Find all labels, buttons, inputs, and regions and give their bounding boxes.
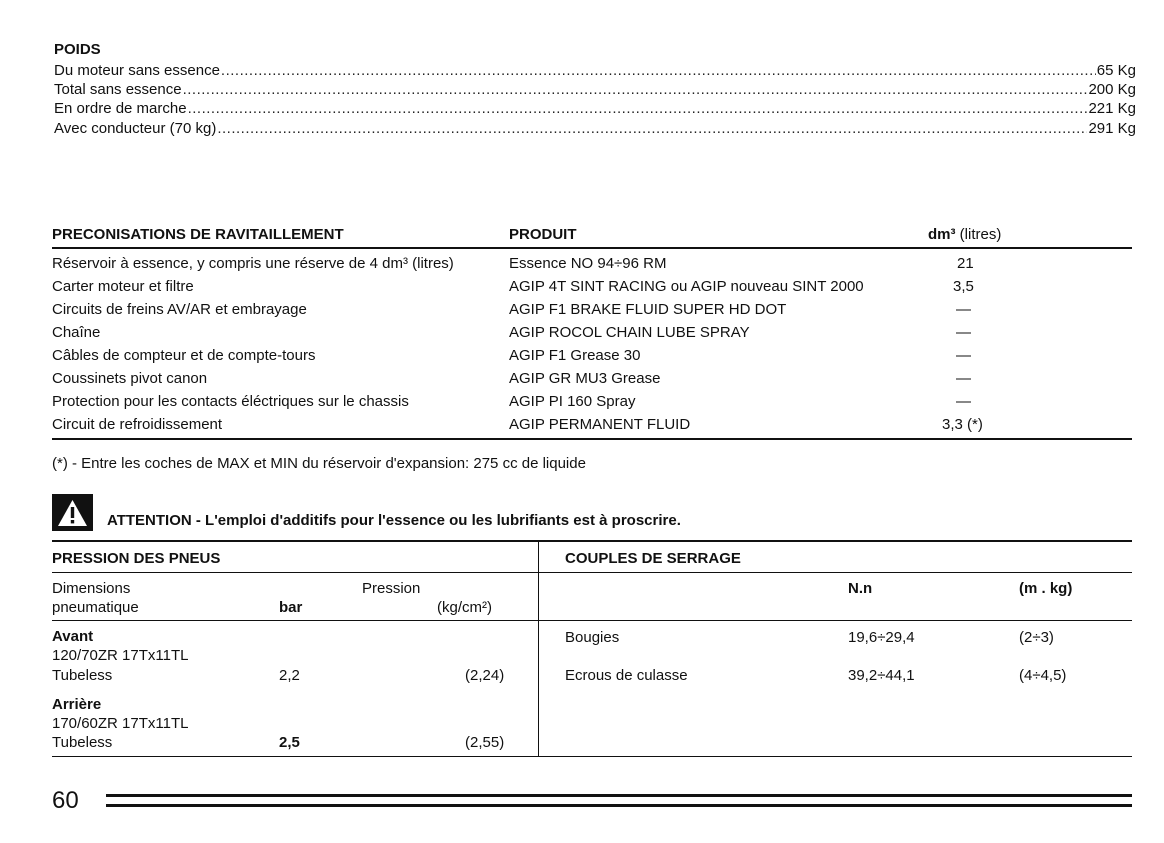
couples-item: Ecrous de culasse — [565, 667, 688, 684]
rav-product: AGIP 4T SINT RACING ou AGIP nouveau SINT 2000 — [509, 278, 864, 295]
couples-item: Bougies — [565, 629, 620, 646]
rav-qty: — — [956, 301, 971, 318]
poids-value: 291 Kg — [1088, 120, 1136, 137]
avant-kgcm: (2,24) — [465, 667, 505, 684]
poids-value: 221 Kg — [1088, 100, 1136, 117]
couples-mkg: (4÷4,5) — [1019, 667, 1067, 684]
rav-item: Coussinets pivot canon — [52, 370, 208, 387]
pneus-header-bar: bar — [279, 599, 303, 616]
rav-item: Réservoir à essence, y compris une réserve de 4 dm³ (litres) — [52, 255, 454, 272]
footer-rule — [106, 804, 1132, 807]
rav-qty: 3,3 (*) — [942, 416, 983, 433]
table-row — [0, 278, 1164, 301]
rav-item: Câbles de compteur et de compte-tours — [52, 347, 316, 364]
rav-product: AGIP F1 Grease 30 — [509, 347, 641, 364]
poids-label: Du moteur sans essence — [54, 62, 220, 79]
column-divider — [538, 541, 539, 756]
divider — [52, 572, 1132, 573]
couples-header-nm: N.n — [848, 580, 873, 597]
dot-leader — [183, 81, 1088, 98]
table-row — [0, 370, 1164, 393]
poids-title: POIDS — [54, 41, 101, 58]
rav-product: AGIP ROCOL CHAIN LUBE SPRAY — [509, 324, 750, 341]
rav-item: Carter moteur et filtre — [52, 278, 194, 295]
divider — [52, 756, 1132, 757]
footnote: (*) - Entre les coches de MAX et MIN du réservoir d'expansion: 275 cc de liquide — [52, 455, 586, 472]
arriere-type: Tubeless — [52, 734, 113, 751]
page-number: 60 — [52, 787, 79, 814]
warning-icon — [52, 494, 93, 531]
avant-label: Avant — [52, 628, 94, 645]
avant-type: Tubeless — [52, 667, 113, 684]
arriere-label: Arrière — [52, 696, 102, 713]
divider — [52, 247, 1132, 249]
arriere-size: 170/60ZR 17Tx11TL — [52, 715, 189, 732]
couples-mkg: (2÷3) — [1019, 629, 1054, 646]
poids-row — [54, 120, 1136, 139]
rav-qty: — — [956, 324, 971, 341]
divider — [52, 438, 1132, 440]
couples-nm: 19,6÷29,4 — [848, 629, 915, 646]
poids-value: 200 Kg — [1088, 81, 1136, 98]
rav-header-qty-rest: (litres) — [955, 226, 1002, 243]
rav-product: AGIP F1 BRAKE FLUID SUPER HD DOT — [509, 301, 787, 318]
arriere-kgcm: (2,55) — [465, 734, 505, 751]
rav-header-item: PRECONISATIONS DE RAVITAILLEMENT — [52, 226, 344, 243]
poids-value: 65 Kg — [1096, 62, 1136, 79]
warning-triangle-icon — [52, 494, 93, 531]
pneus-title: PRESSION DES PNEUS — [52, 550, 221, 567]
poids-label: Avec conducteur (70 kg) — [54, 120, 217, 137]
table-row — [0, 416, 1164, 439]
table-row — [0, 347, 1164, 370]
table-row — [0, 324, 1164, 347]
table-row — [0, 255, 1164, 278]
dot-leader — [217, 120, 1087, 137]
divider — [52, 540, 1132, 542]
rav-header-qty — [928, 226, 1001, 243]
rav-product: AGIP GR MU3 Grease — [509, 370, 661, 387]
rav-qty: — — [956, 347, 971, 364]
pneus-header-kgcm: (kg/cm²) — [437, 599, 492, 616]
avant-size: 120/70ZR 17Tx11TL — [52, 647, 189, 664]
divider — [52, 620, 1132, 621]
rav-qty: 3,5 — [953, 278, 974, 295]
couples-nm: 39,2÷44,1 — [848, 667, 915, 684]
rav-item: Circuits de freins AV/AR et embrayage — [52, 301, 307, 318]
rav-product: AGIP PI 160 Spray — [509, 393, 636, 410]
rav-product: Essence NO 94÷96 RM — [509, 255, 667, 272]
rav-product: AGIP PERMANENT FLUID — [509, 416, 691, 433]
poids-label: Total sans essence — [54, 81, 182, 98]
couples-title: COUPLES DE SERRAGE — [565, 550, 741, 567]
table-row — [0, 393, 1164, 416]
attention-text: ATTENTION - L'emploi d'additifs pour l'essence ou les lubrifiants est à proscrire. — [107, 512, 681, 529]
poids-row — [54, 100, 1136, 119]
poids-row — [54, 62, 1136, 81]
footer-rule — [106, 794, 1132, 797]
poids-row — [54, 81, 1136, 100]
avant-bar: 2,2 — [279, 667, 300, 684]
rav-qty: — — [956, 370, 971, 387]
poids-label: En ordre de marche — [54, 100, 187, 117]
rav-item: Circuit de refroidissement — [52, 416, 223, 433]
dot-leader — [221, 62, 1096, 79]
pneus-header-pression: Pression — [362, 580, 421, 597]
rav-item: Chaîne — [52, 324, 101, 341]
rav-item: Protection pour les contacts éléctriques sur le chassis — [52, 393, 409, 410]
dot-leader — [188, 100, 1088, 117]
pneus-header-dimensions: Dimensions — [52, 580, 131, 597]
rav-qty: — — [956, 393, 971, 410]
arriere-bar: 2,5 — [279, 734, 300, 751]
rav-header-product: PRODUIT — [509, 226, 577, 243]
table-row — [0, 301, 1164, 324]
pneus-header-pneumatique: pneumatique — [52, 599, 139, 616]
rav-header-qty-unit: dm³ — [928, 226, 956, 243]
couples-header-mkg: (m . kg) — [1019, 580, 1073, 597]
rav-qty: 21 — [957, 255, 974, 272]
